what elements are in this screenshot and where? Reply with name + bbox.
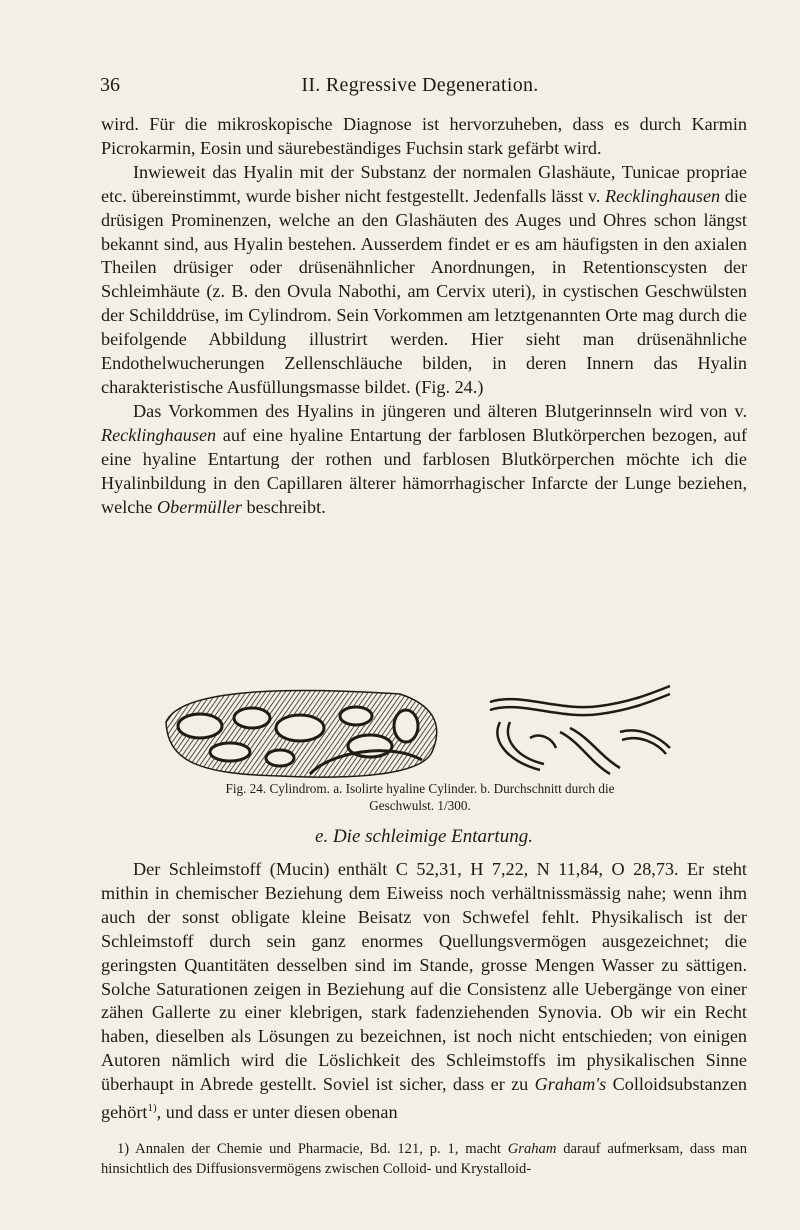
paragraph-3: Das Vorkommen des Hyalins in jüngeren und älteren Blutgerinnseln wird von v. Recklinghausen auf eine hyaline Entartung der farblosen Blutkörperchen bezogen, auf eine hyaline Entartung der rothen und farblosen Blutkörperchen möchte ich die Hyalinbildung in den Capillaren älterer hämorrhagischer Infarcte der Lunge beziehen, welche Obermüller beschreibt. xyxy=(101,400,747,517)
footnote: 1) Annalen der Chemie und Pharmacie, Bd. 121, p. 1, macht Graham darauf aufmerksam, dass man hinsichtlich des Diffusionsvermögens zwischen Colloid- und Krystalloid- xyxy=(101,1141,747,1177)
author-name: Obermüller xyxy=(157,496,242,517)
panel-b-cross-section xyxy=(166,690,437,777)
body-text-bottom xyxy=(101,858,747,1125)
author-name: Recklinghausen xyxy=(101,424,217,445)
author-name: Recklinghausen xyxy=(605,185,721,206)
figure-caption xyxy=(200,780,640,814)
paragraph-1: wird. Für die mikroskopische Diagnose ist hervorzuheben, dass es durch Karmin Picrokarmin, Eosin und säurebeständiges Fuchsin stark gefärbt wird. xyxy=(101,114,747,158)
caption-line-1: Fig. 24. Cylindrom. a. Isolirte hyaline Cylinder. b. Durchschnitt durch die xyxy=(225,781,615,796)
page-number: 36 xyxy=(100,74,120,96)
running-title: II. Regressive Degeneration. xyxy=(301,74,539,96)
paragraph-2: Inwieweit das Hyalin mit der Substanz der normalen Glashäute, Tunicae propriae etc. übereinstimmt, wurde bisher nicht festgestellt. Jedenfalls lässt v. Recklinghausen die drüsigen Prominenzen, welche an den Glashäuten des Auges und Ohres schon längst bekannt sind, aus Hyalin bestehen. Ausserdem findet er es am häufigsten in den axialen Theilen drüsiger oder drüsenähnlicher Anordnungen, in Retentionscysten der Schleimhäute (z. B. den Ovula Nabothi, am Cervix uteri), in cystischen Geschwülsten der Schilddrüse, im Cylindrom. Sein Vorkommen am letztgenannten Orte mag durch die beifolgende Abbildung illustrirt werden. Hier sieht man drüsenähnliche Endothelwucherungen Zellenschläuche bilden, in deren Innern das Hyalin charakteristische Ausfüllungsmasse bildet. (Fig. 24.) xyxy=(101,161,747,397)
caption-scale: 1/300. xyxy=(437,798,471,813)
page-header xyxy=(100,74,740,104)
caption-line-2: Geschwulst. 1/300. xyxy=(369,798,471,813)
panel-a-hyaline-cylinders xyxy=(490,686,670,774)
section-heading: e. Die schleimige Entartung. xyxy=(315,826,533,847)
author-name: Graham xyxy=(507,1141,557,1157)
footnote-ref: 1) xyxy=(147,1102,157,1115)
figure-24 xyxy=(160,682,680,782)
body-text-top xyxy=(101,113,747,519)
paragraph-4: Der Schleimstoff (Mucin) enthält C 52,31, H 7,22, N 11,84, O 28,73. Er steht mithin in chemischer Beziehung dem Eiweiss noch verhältnissmässig nahe; wenn ihm auch der sonst obligate kleine Beisatz von Schwefel fehlt. Physikalisch ist der Schleimstoff durch sein ganz enormes Quellungsvermögen ausgezeichnet; die geringsten Quantitäten desselben sind im Stande, grosse Mengen Wasser zu sättigen. Solche Saturationen zeigen in Beziehung auf die Consistenz alle Uebergänge von einer zähen Gallerte zu einer klebrigen, stark fadenziehenden Synovia. Ob wir ein Recht haben, dieselben als Lösungen zu bezeichnen, ist noch nicht entschieden; von einigen Autoren nämlich wird die Löslichkeit des Schleimstoffs im physikalischen Sinne überhaupt in Abrede gestellt. Soviel ist sicher, dass er zu Graham's Colloidsubstanzen gehört$^{1)}$, und dass er unter diesen obenan xyxy=(101,859,748,1123)
cylindroma-illustration xyxy=(160,682,680,782)
author-name: Graham's xyxy=(534,1074,607,1095)
